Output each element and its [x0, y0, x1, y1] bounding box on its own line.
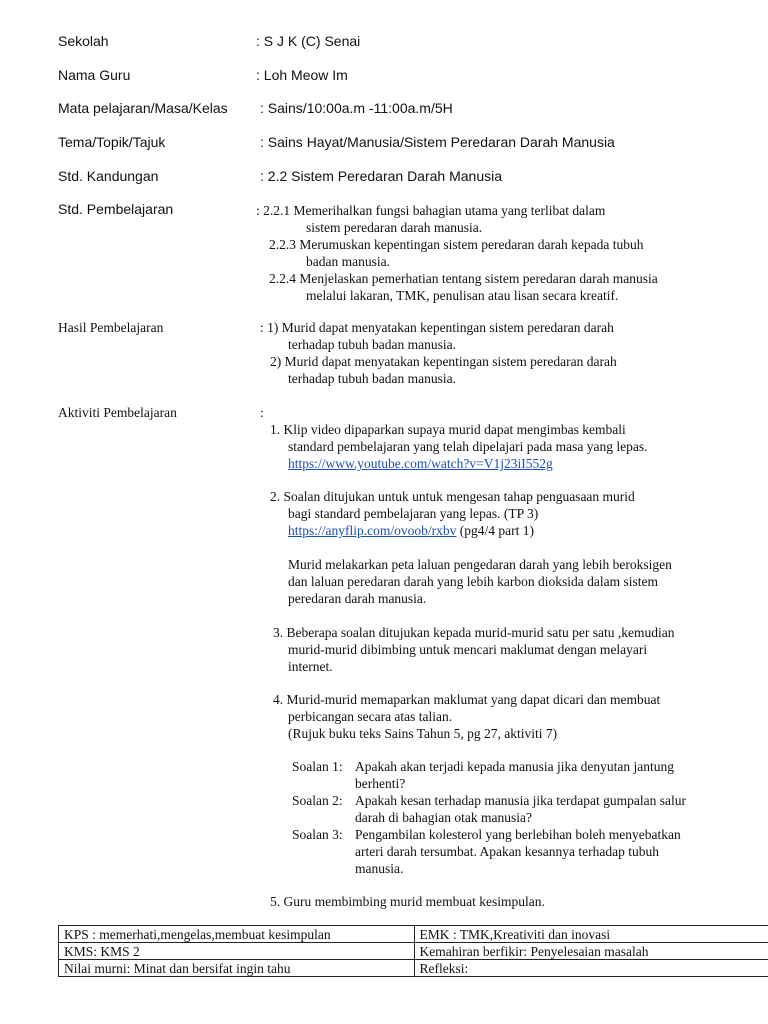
hasil-line: 2) Murid dapat menyatakan kepentingan sistem peredaran darah	[270, 354, 617, 369]
aktiviti-1-link-line	[288, 455, 553, 472]
hasil-line: terhadap tubuh badan manusia.	[288, 371, 456, 386]
table-row	[59, 926, 768, 943]
aktiviti-4-line: perbicangan secara atas talian.	[288, 709, 453, 724]
table-cell-kms: KMS: KMS 2	[59, 943, 415, 960]
hasil-line: : 1) Murid dapat menyatakan kepentingan sistem peredaran darah	[260, 320, 614, 335]
soalan-label: Soalan 2:	[292, 793, 343, 808]
soalan-text: Apakah akan terjadi kepada manusia jika denyutan jantung	[355, 759, 675, 774]
aktiviti-2-para-line: Murid melakarkan peta laluan pengedaran darah yang lebih beroksigen	[288, 557, 672, 572]
std-pembelajaran-line: 2.2.4 Menjelaskan pemerhatian tentang sistem peredaran darah manusia	[269, 271, 658, 286]
hasil-line: terhadap tubuh badan manusia.	[288, 337, 456, 352]
value-nama-guru: : Loh Meow Im	[256, 67, 348, 83]
value-tema: : Sains Hayat/Manusia/Sistem Peredaran Darah Manusia	[260, 134, 615, 150]
aktiviti-3-line: internet.	[288, 659, 333, 674]
std-pembelajaran-line: 2.2.3 Merumuskan kepentingan sistem peredaran darah kepada tubuh	[269, 237, 644, 252]
label-nama-guru: Nama Guru	[58, 67, 131, 83]
table-cell-kemahiran-berfikir: Kemahiran berfikir: Penyelesaian masalah	[414, 943, 768, 960]
label-tema: Tema/Topik/Tajuk	[58, 134, 166, 150]
soalan-text: Pengambilan kolesterol yang berlebihan boleh menyebatkan	[355, 827, 681, 842]
soalan-label: Soalan 3:	[292, 827, 343, 842]
youtube-link[interactable]: https://www.youtube.com/watch?v=V1j23iI552g	[288, 456, 553, 471]
label-std-kandungan: Std. Kandungan	[58, 168, 159, 184]
soalan-label: Soalan 1:	[292, 759, 343, 774]
aktiviti-2-para-line: peredaran darah manusia.	[288, 591, 427, 606]
label-sekolah: Sekolah	[58, 33, 109, 49]
soalan-text: berhenti?	[355, 776, 406, 791]
value-mata-pelajaran: : Sains/10:00a.m -11:00a.m/5H	[260, 100, 453, 116]
aktiviti-2-para-line: dan laluan peredaran darah yang lebih karbon dioksida dalam sistem	[288, 574, 658, 589]
table-cell-refleksi: Refleksi:	[414, 960, 768, 977]
aktiviti-colon: :	[260, 405, 264, 420]
aktiviti-3-line: 3. Beberapa soalan ditujukan kepada murid-murid satu per satu ,kemudian	[273, 625, 675, 640]
table-row	[59, 960, 768, 977]
aktiviti-4-line: (Rujuk buku teks Sains Tahun 5, pg 27, aktiviti 7)	[288, 726, 558, 741]
label-mata-pelajaran: Mata pelajaran/Masa/Kelas	[58, 100, 228, 116]
aktiviti-4-line: 4. Murid-murid memaparkan maklumat yang dapat dicari dan membuat	[273, 692, 661, 707]
value-sekolah: : S J K (C) Senai	[256, 33, 361, 49]
aktiviti-1-line: standard pembelajaran yang telah dipelajari pada masa yang lepas.	[288, 439, 648, 454]
std-pembelajaran-line: sistem peredaran darah manusia.	[306, 220, 483, 235]
soalan-text: manusia.	[355, 861, 404, 876]
table-cell-nilai-murni: Nilai murni: Minat dan bersifat ingin tahu	[59, 960, 415, 977]
aktiviti-2-line: bagi standard pembelajaran yang lepas. (TP 3)	[288, 506, 539, 521]
aktiviti-2-line: 2. Soalan ditujukan untuk untuk mengesan tahap penguasaan murid	[270, 489, 635, 504]
summary-table	[58, 925, 768, 977]
aktiviti-5-line: 5. Guru membimbing murid membuat kesimpulan.	[270, 894, 545, 909]
std-pembelajaran-line: badan manusia.	[306, 254, 390, 269]
label-hasil-pembelajaran: Hasil Pembelajaran	[58, 320, 164, 335]
aktiviti-1-line: 1. Klip video dipaparkan supaya murid dapat mengimbas kembali	[270, 422, 626, 437]
aktiviti-3-line: murid-murid dibimbing untuk mencari maklumat dengan melayari	[288, 642, 648, 657]
label-aktiviti-pembelajaran: Aktiviti Pembelajaran	[58, 405, 177, 420]
std-pembelajaran-line: melalui lakaran, TMK, penulisan atau lisan secara kreatif.	[306, 288, 619, 303]
table-row	[59, 943, 768, 960]
soalan-text: Apakah kesan terhadap manusia jika terdapat gumpalan salur	[355, 793, 687, 808]
table-cell-emk: EMK : TMK,Kreativiti dan inovasi	[414, 926, 768, 943]
soalan-text: darah di bahagian otak manusia?	[355, 810, 532, 825]
soalan-text: arteri darah tersumbat. Apakan kesannya terhadap tubuh	[355, 844, 660, 859]
std-pembelajaran-line: : 2.2.1 Memerihalkan fungsi bahagian utama yang terlibat dalam	[256, 203, 606, 218]
aktiviti-2-link-line	[288, 522, 534, 539]
label-std-pembelajaran: Std. Pembelajaran	[58, 201, 174, 217]
anyflip-link-suffix: (pg4/4 part 1)	[456, 523, 534, 538]
anyflip-link[interactable]: https://anyflip.com/ovoob/rxbv	[288, 523, 457, 538]
table-cell-kps: KPS : memerhati,mengelas,membuat kesimpulan	[59, 926, 415, 943]
value-std-kandungan: : 2.2 Sistem Peredaran Darah Manusia	[260, 168, 503, 184]
